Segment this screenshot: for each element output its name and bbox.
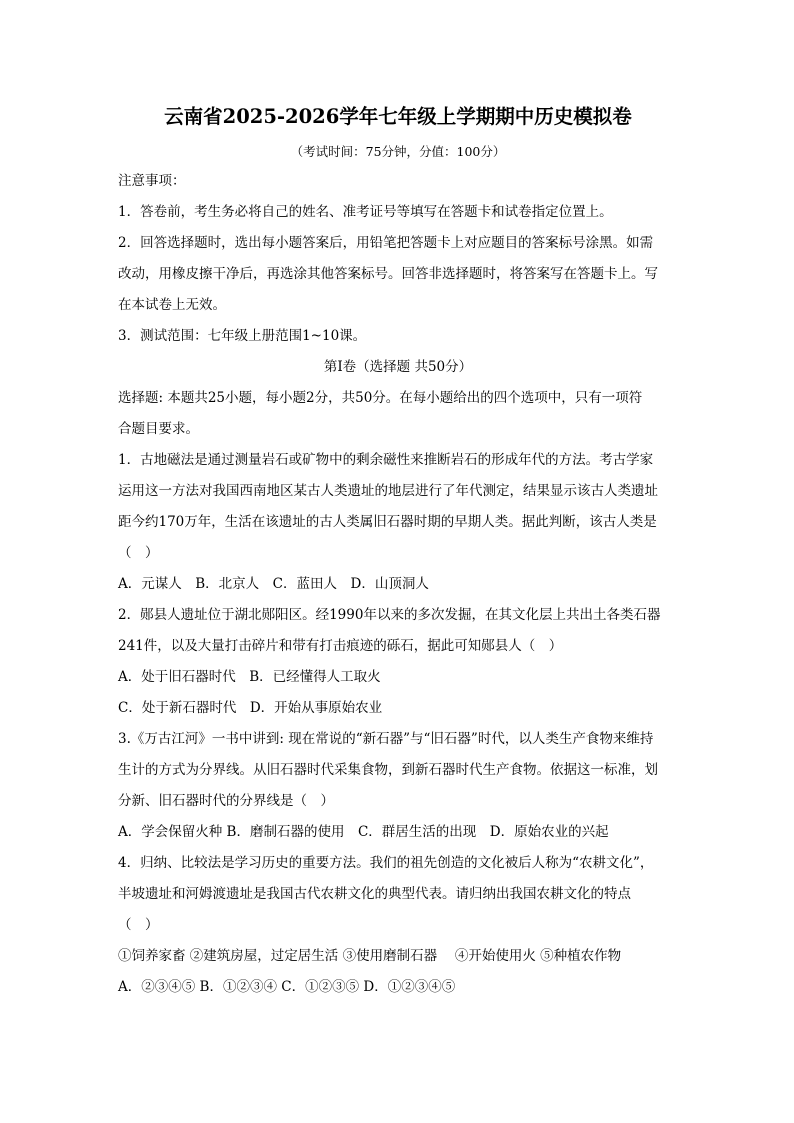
notes-heading: 注意事项： <box>118 173 186 189</box>
page-title: 云南省2025-2026学年七年级上学期期中历史模拟卷 <box>164 105 632 128</box>
answer-blank: （ ） <box>118 545 159 561</box>
question-text-line: 运用这一方法对我国西南地区某古人类遗址的地层进行了年代测定，结果显示该古人类遗址 <box>118 483 658 499</box>
question-text-line: 生计的方式为分界线。从旧石器时代采集食物，到新石器时代生产食物。依据这一标准，划 <box>118 762 658 778</box>
note-line: 在本试卷上无效。 <box>118 297 226 313</box>
question-statements: ①饲养家畜 ②建筑房屋，过定居生活 ③使用磨制石器 ④开始使用火 ⑤种植农作物 <box>118 948 622 964</box>
question-text-line: 分新、旧石器时代的分界线是（ ） <box>118 793 334 809</box>
question-3 <box>118 724 678 848</box>
section-intro-line: 选择题: 本题共25小题，每小题2分，共50分。在每小题给出的四个选项中，只有一项符 <box>118 390 643 406</box>
question-options: A．②③④⑤ B．①②③④ C．①②③⑤ D．①②③④⑤ <box>118 979 456 995</box>
notes-section <box>118 166 678 352</box>
question-text-line: 241件，以及大量打击碎片和带有打击痕迹的砾石，据此可知郧县人（ ） <box>118 638 563 654</box>
question-options: C．处于新石器时代 D．开始从事原始农业 <box>118 700 383 716</box>
section-title: 第I卷（选择题 共50分） <box>323 359 473 375</box>
question-text-line: 1．古地磁法是通过测量岩石或矿物中的剩余磁性来推断岩石的形成年代的方法。考古学家 <box>118 452 654 468</box>
question-text-line: 距今约170万年，生活在该遗址的古人类属旧石器时期的早期人类。据此判断，该古人类是 <box>118 514 657 530</box>
question-options: A．处于旧石器时代 B．已经懂得人工取火 <box>118 669 381 685</box>
question-text-line: 半坡遗址和河姆渡遗址是我国古代农耕文化的典型代表。请归纳出我国农耕文化的特点 <box>118 886 631 902</box>
exam-page <box>118 102 678 1003</box>
note-line: 改动，用橡皮擦干净后，再选涂其他答案标号。回答非选择题时，将答案写在答题卡上。写 <box>118 266 658 282</box>
note-line: 2．回答选择题时，选出每小题答案后，用铅笔把答题卡上对应题目的答案标号涂黑。如需 <box>118 235 654 251</box>
section-intro-line: 合题目要求。 <box>118 421 199 437</box>
question-2 <box>118 600 678 724</box>
exam-duration-score: （考试时间：75分钟，分值：100分） <box>290 144 506 159</box>
question-1 <box>118 445 678 600</box>
question-text-line: 3.《万古江河》一书中讲到: 现在常说的“新石器”与“旧石器”时代，以人类生产食物来维持 <box>118 731 654 747</box>
answer-blank: （ ） <box>118 917 159 933</box>
question-text-line: 4．归纳、比较法是学习历史的重要方法。我们的祖先创造的文化被后人称为“农耕文化”， <box>118 855 654 871</box>
note-line: 1．答卷前，考生务必将自己的姓名、准考证号等填写在答题卡和试卷指定位置上。 <box>118 204 613 220</box>
question-text-line: 2．郧县人遗址位于湖北郧阳区。经1990年以来的多次发掘，在其文化层上共出土各类石器 <box>118 607 661 623</box>
question-options: A．元谋人 B．北京人 C．蓝田人 D．山顶洞人 <box>118 576 429 592</box>
note-line: 3．测试范围：七年级上册范围1~10课。 <box>118 328 367 344</box>
question-4 <box>118 848 678 1003</box>
question-options: A．学会保留火种 B．磨制石器的使用 C．群居生活的出现 D．原始农业的兴起 <box>118 824 609 840</box>
